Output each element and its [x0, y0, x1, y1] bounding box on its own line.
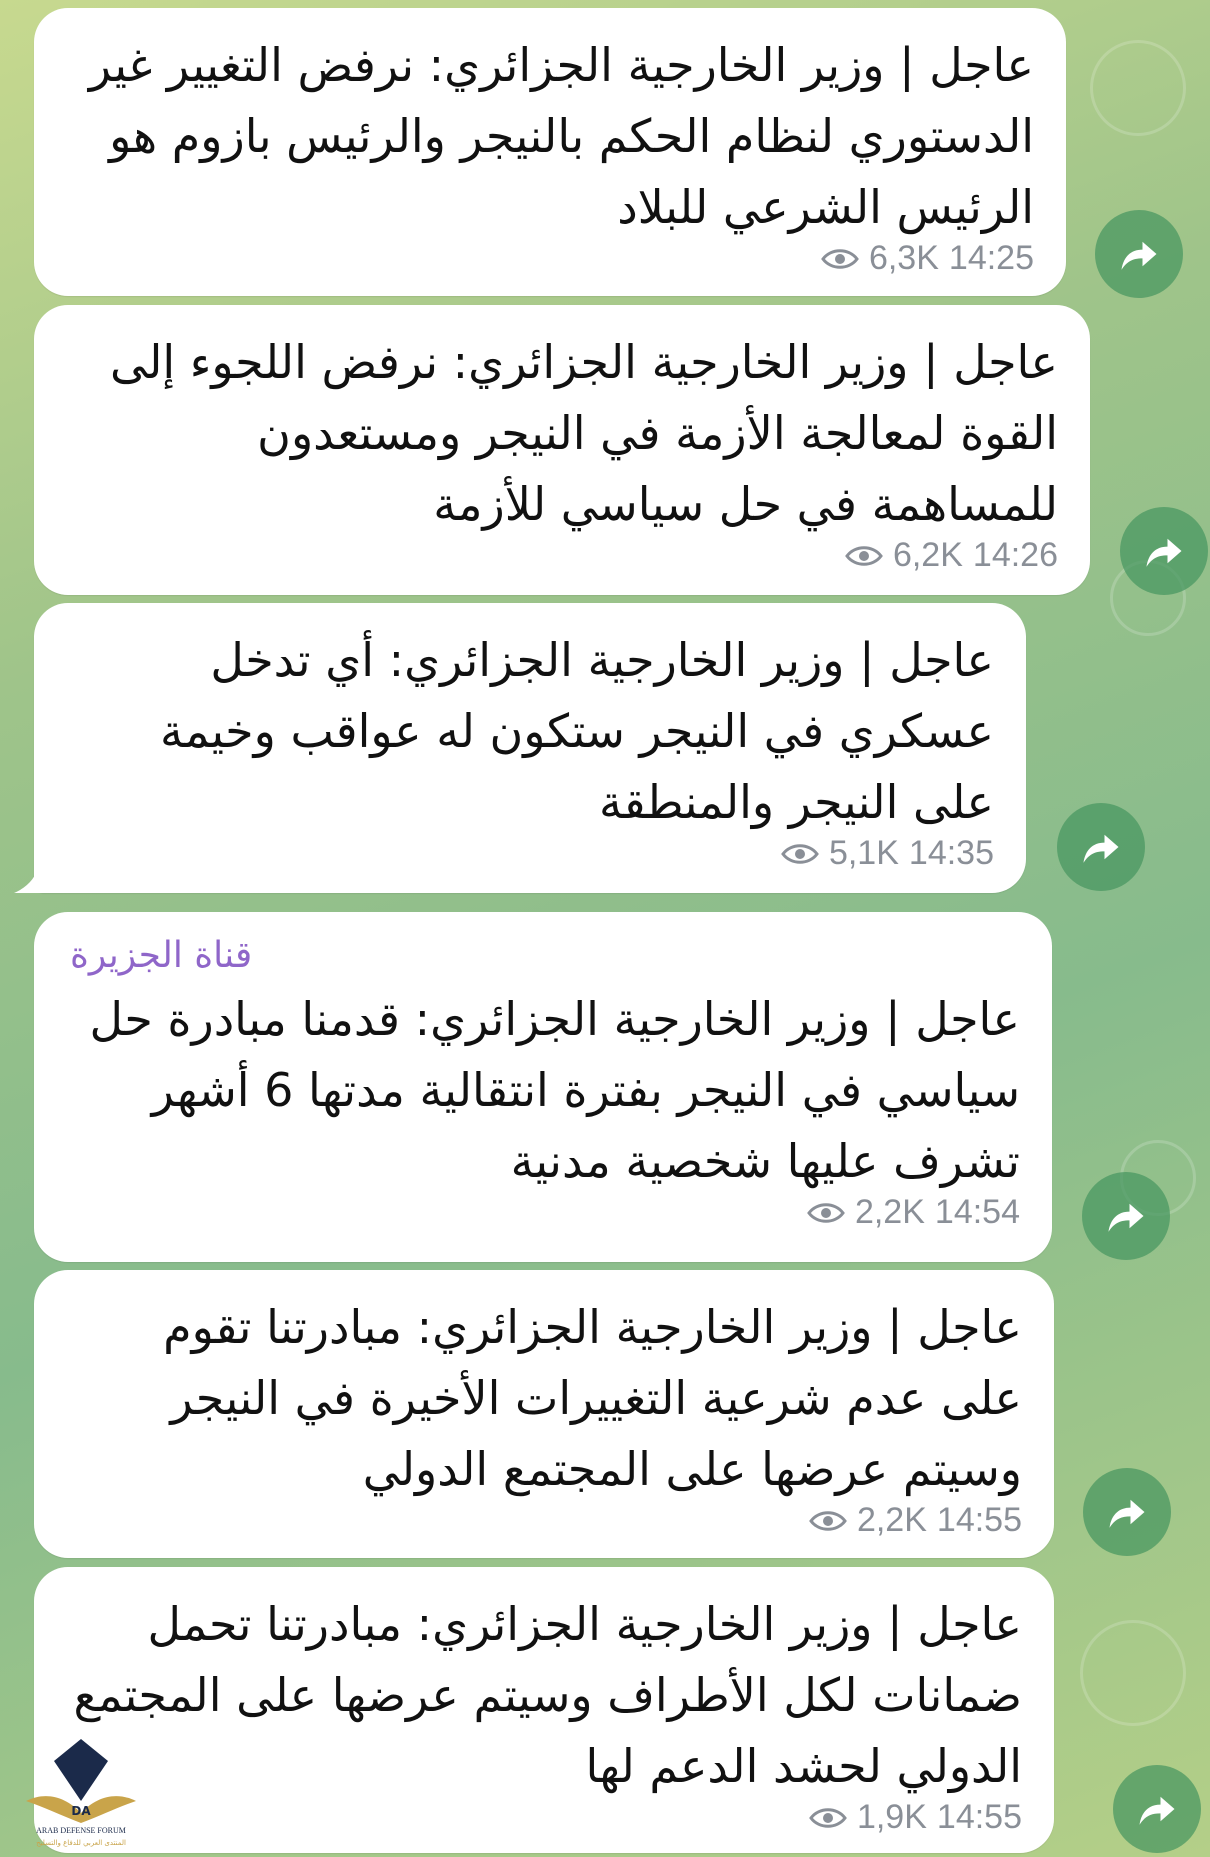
logo-name: ARAB DEFENSE FORUM	[36, 1826, 126, 1835]
message-bubble[interactable]	[34, 912, 1052, 1262]
views-eye-icon	[845, 543, 883, 569]
forward-button[interactable]	[1113, 1765, 1201, 1853]
background-doodle	[1090, 40, 1186, 136]
message-bubble[interactable]	[34, 1567, 1054, 1853]
message-meta	[70, 1501, 1022, 1540]
views-count: 6,2K	[892, 536, 963, 574]
message-meta	[70, 536, 1058, 575]
background-doodle	[1080, 1620, 1186, 1726]
forward-arrow-icon	[1105, 1195, 1147, 1237]
message-bubble[interactable]	[34, 603, 1026, 893]
message-time: 14:54	[934, 1193, 1020, 1231]
message-time: 14:26	[972, 536, 1058, 574]
forward-arrow-icon	[1118, 233, 1160, 275]
message-text: عاجل | وزير الخارجية الجزائري: أي تدخل عسكري في النيجر ستكون له عواقب وخيمة على النيجر والمنطقة	[160, 633, 994, 829]
views-eye-icon	[821, 246, 859, 272]
forward-button[interactable]	[1120, 507, 1208, 595]
message-bubble[interactable]	[34, 8, 1066, 296]
views-eye-icon	[809, 1508, 847, 1534]
message-meta	[70, 239, 1034, 278]
message-meta	[70, 1798, 1022, 1837]
views-eye-icon	[807, 1200, 845, 1226]
views-count: 1,9K	[856, 1798, 927, 1836]
bubble-tail	[14, 867, 48, 893]
message-time: 14:55	[936, 1501, 1022, 1539]
message-bubble[interactable]	[34, 1270, 1054, 1558]
logo-brand: DA	[71, 1804, 91, 1818]
forward-button[interactable]	[1095, 210, 1183, 298]
logo-subtitle: المنتدى العربي للدفاع والتسليح	[36, 1839, 126, 1847]
message-time: 14:55	[936, 1798, 1022, 1836]
message-time: 14:35	[908, 834, 994, 872]
views-eye-icon	[781, 841, 819, 867]
forward-button[interactable]	[1083, 1468, 1171, 1556]
message-meta	[70, 1193, 1020, 1232]
forward-arrow-icon	[1136, 1788, 1178, 1830]
message-text: عاجل | وزير الخارجية الجزائري: قدمنا مبادرة حل سياسي في النيجر بفترة انتقالية مدتها 6 أشهر تشرف عليها شخصية مدنية	[89, 992, 1020, 1188]
message-bubble[interactable]	[34, 305, 1090, 595]
forward-arrow-icon	[1106, 1491, 1148, 1533]
forward-arrow-icon	[1143, 530, 1185, 572]
message-text: عاجل | وزير الخارجية الجزائري: نرفض التغيير غير الدستوري لنظام الحكم بالنيجر والرئيس بازوم هو الرئيس الشرعي للبلاد	[88, 38, 1034, 234]
sender-name[interactable]: قناة الجزيرة	[70, 935, 253, 976]
forward-arrow-icon	[1080, 826, 1122, 868]
views-count: 2,2K	[856, 1501, 927, 1539]
message-meta	[70, 834, 994, 873]
message-text: عاجل | وزير الخارجية الجزائري: مبادرتنا تقوم على عدم شرعية التغييرات الأخيرة في النيجر وسيتم عرضها على المجتمع الدولي	[163, 1300, 1022, 1496]
forward-button[interactable]	[1082, 1172, 1170, 1260]
views-count: 5,1K	[828, 834, 899, 872]
message-time: 14:25	[948, 239, 1034, 277]
views-eye-icon	[809, 1805, 847, 1831]
views-count: 6,3K	[868, 239, 939, 277]
views-count: 2,2K	[854, 1193, 925, 1231]
arab-defense-forum-logo	[6, 1731, 156, 1851]
message-text: عاجل | وزير الخارجية الجزائري: مبادرتنا تحمل ضمانات لكل الأطراف وسيتم عرضها على المجتمع الدولي لحشد الدعم لها	[73, 1597, 1022, 1793]
message-text: عاجل | وزير الخارجية الجزائري: نرفض اللجوء إلى القوة لمعالجة الأزمة في النيجر ومستعدون للمساهمة في حل سياسي للأزمة	[109, 335, 1058, 531]
forward-button[interactable]	[1057, 803, 1145, 891]
